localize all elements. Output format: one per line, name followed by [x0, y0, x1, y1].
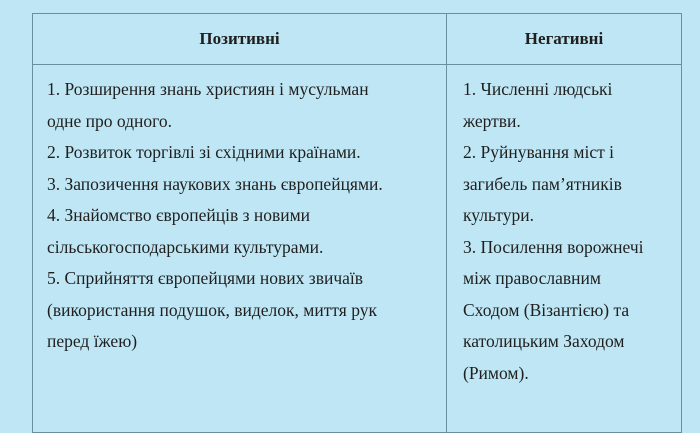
positive-line: одне про одного.: [47, 110, 173, 131]
positive-line: (використання подушок, виделок, миття рук: [47, 299, 377, 320]
negative-line: культури.: [463, 205, 534, 225]
positive-line: 2. Розвиток торгівлі зі східними країнами.: [47, 142, 361, 162]
negative-line: католицьким Заходом: [463, 331, 625, 351]
negative-line: жертви.: [463, 110, 521, 131]
positive-line: 1. Розширення знань християн і мусульман: [47, 79, 369, 99]
negative-line: Сходом (Візантією) та: [463, 299, 630, 320]
negative-line: (Римом).: [463, 362, 529, 383]
negative-line: 2. Руйнування міст і: [463, 142, 615, 162]
positive-line: перед їжею): [47, 331, 138, 351]
negative-line: загибель пам’ятників: [463, 173, 622, 194]
column-divider: [446, 14, 447, 432]
positive-line: сільськогосподарськими культурами.: [47, 236, 324, 257]
header-positive: Позитивні: [199, 29, 280, 48]
negative-cell: [463, 74, 678, 389]
negative-line: 1. Численні людські: [463, 79, 613, 99]
header-negative: Негативні: [524, 29, 604, 48]
positive-line: 5. Сприйняття європейцями нових звичаїв: [47, 268, 364, 288]
positive-line: 4. Знайомство європейців з новими: [47, 205, 311, 225]
negative-line: 3. Посилення ворожнечі: [463, 236, 644, 257]
negative-line: між православним: [463, 268, 601, 288]
positive-line: 3. Запозичення наукових знань європейцями.: [47, 173, 383, 194]
header-divider: [33, 64, 681, 65]
positive-cell: [47, 74, 439, 358]
consequences-table: [32, 13, 682, 433]
